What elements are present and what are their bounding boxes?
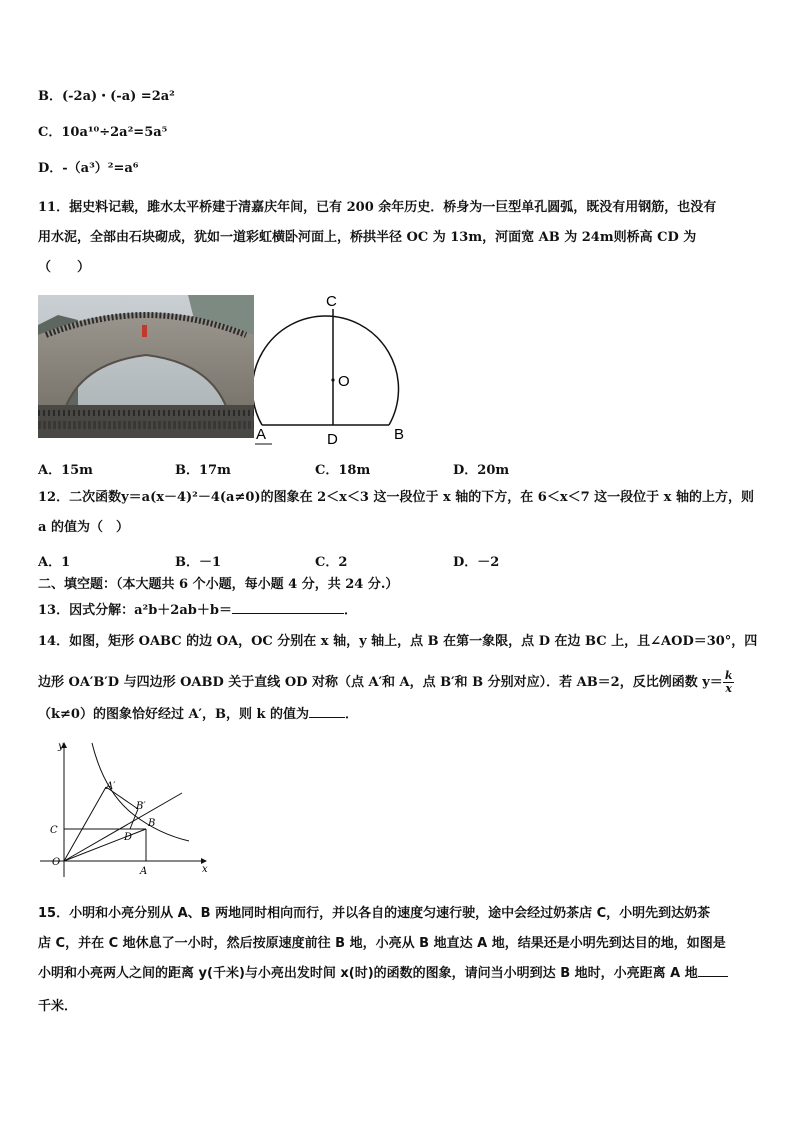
label-a: A <box>256 426 267 443</box>
q12-option-c: C．2 <box>315 555 348 570</box>
q15-line-2: 店 C，并在 C 地休息了一小时，然后按原速度前往 B 地，小亮从 B 地直达 A 地，结果还是小明先到达目的地，如图是 <box>38 936 726 951</box>
section-heading: 二、填空题：（本大题共 6 个小题，每小题 4 分，共 24 分.） <box>38 577 399 592</box>
q11-line-1: 11．据史料记载，雎水太平桥建于清嘉庆年间，已有 200 余年历史．桥身为一巨型单孔圆弧，既没有用钢筋，也没有 <box>38 200 717 215</box>
q15-line-4: 千米． <box>38 999 78 1014</box>
q14-answer-blank[interactable] <box>309 717 345 718</box>
axis-label-x: x <box>202 864 208 875</box>
label-o: O <box>52 857 61 868</box>
q13-answer-blank[interactable] <box>232 613 344 614</box>
q11-option-b: B．17m <box>175 463 231 478</box>
q13-line <box>38 603 357 619</box>
q14-end: ． <box>345 707 359 722</box>
option-c: C．10a¹⁰÷2a²=5a⁵ <box>38 125 168 140</box>
label-d: D <box>327 431 338 448</box>
q15-line-3-text: 小明和小亮两人之间的距离 y(千米)与小亮出发时间 x(时)的函数的图象，请问当小明到达 B 地时，小亮距离 A 地 <box>38 966 698 981</box>
label-c: C <box>50 825 58 836</box>
label-b-prime: B′ <box>136 801 146 812</box>
q12-option-a: A．1 <box>38 555 71 570</box>
line-od <box>64 793 182 861</box>
q13-text: 13．因式分解：a²b＋2ab＋b＝ <box>38 603 232 618</box>
option-d: D．-（a³）²=a⁶ <box>38 161 139 176</box>
q12-option-d: D．－2 <box>453 555 500 570</box>
q12-line-1: 12．二次函数y＝a(x－4)²－4(a≠0)的图象在 2＜x＜3 这一段位于 x 轴的下方，在 6＜x＜7 这一段位于 x 轴的上方，则 <box>38 490 754 505</box>
label-c: C <box>326 293 337 310</box>
coordinate-figure <box>34 737 214 879</box>
q14-line-2-text: 边形 OA′B′D 与四边形 OABD 关于直线 OD 对称（点 A′和 A，点 B′和 B 分别对应）．若 AB＝2，反比例函数 y＝ <box>38 675 723 690</box>
q15-line-3 <box>38 966 728 982</box>
q11-option-d: D．20m <box>453 463 510 478</box>
segment-ob <box>64 829 146 861</box>
label-a: A <box>140 866 148 877</box>
q12-option-b: B．－1 <box>175 555 222 570</box>
q11-line-2: 用水泥，全部由石块砌成，犹如一道彩虹横卧河面上，桥拱半径 OC 为 13m，河面宽 AB 为 24m则桥高 CD 为 <box>38 230 697 245</box>
arc <box>254 316 399 425</box>
fraction-numerator: k <box>724 669 733 682</box>
fraction-denominator: x <box>725 682 732 695</box>
label-a-prime: A′ <box>106 781 116 792</box>
fraction-k-over-x <box>723 670 735 695</box>
segment-oa-prime <box>64 787 106 861</box>
q15-answer-blank[interactable] <box>698 976 728 977</box>
q11-option-a: A．15m <box>38 463 93 478</box>
label-b: B <box>394 426 405 443</box>
axis-label-y: y <box>58 741 64 752</box>
q14-line-3-text: （k≠0）的图象恰好经过 A′，B，则 k 的值为 <box>38 707 310 722</box>
q14-line-1: 14．如图，矩形 OABC 的边 OA，OC 分别在 x 轴，y 轴上，点 B 在第一象限，点 D 在边 BC 上，且∠AOD＝30°，四 <box>38 634 758 649</box>
q11-line-3: （ ） <box>38 260 91 275</box>
label-o: O <box>338 373 350 390</box>
q13-end: ． <box>343 603 357 618</box>
bridge-arc-diagram <box>254 288 414 448</box>
center-point <box>331 378 334 381</box>
option-b: B．(-2a)・(-a) =2a² <box>38 89 175 104</box>
q11-option-c: C．18m <box>315 463 371 478</box>
q12-line-2: a 的值为（ ） <box>38 520 129 535</box>
q14-line-3 <box>38 707 358 723</box>
label-d: D <box>124 832 133 843</box>
bridge-photo <box>38 295 254 438</box>
label-b: B <box>148 818 156 829</box>
hyperbola-curve <box>92 743 189 841</box>
q14-line-2 <box>38 670 734 695</box>
q15-line-1: 15．小明和小亮分别从 A、B 两地同时相向而行，并以各自的速度匀速行驶，途中会经过奶茶店 C，小明先到达奶茶 <box>38 906 711 921</box>
